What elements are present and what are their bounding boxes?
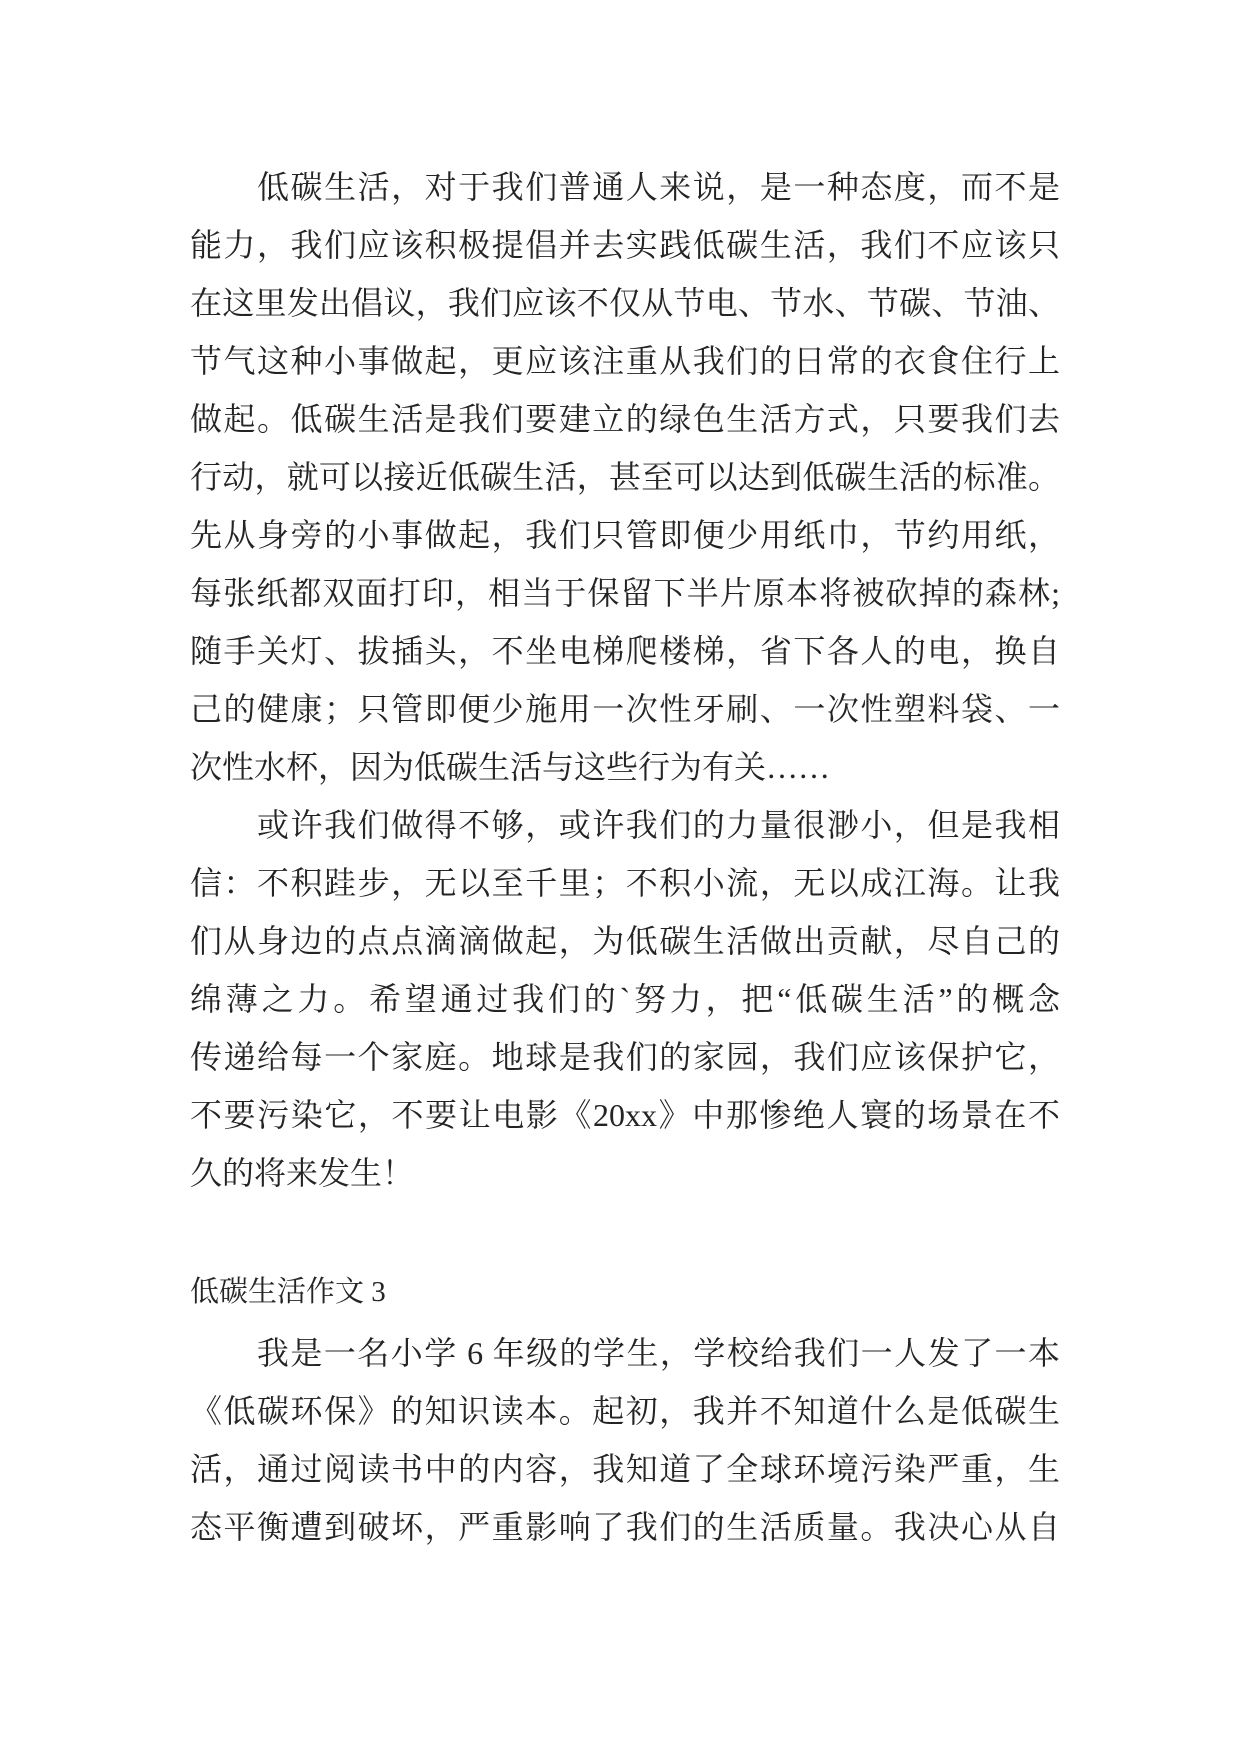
- text-line: 绵薄之力。希望通过我们的`努力，把“低碳生活”的概念: [190, 981, 1060, 1017]
- text-line: 活，通过阅读书中的内容，我知道了全球环境污染严重，生: [190, 1451, 1060, 1487]
- text-line: 己的健康；只管即便少施用一次性牙刷、一次性塑料袋、一: [190, 691, 1060, 727]
- text-line: 们从身边的点点滴滴做起，为低碳生活做出贡献，尽自己的: [190, 923, 1060, 959]
- paragraph-essay3-part1: [190, 1324, 1060, 1556]
- text-line: 久的将来发生！: [190, 1155, 415, 1191]
- text-line: 低碳生活，对于我们普通人来说，是一种态度，而不是: [190, 169, 1060, 205]
- text-line: 做起。低碳生活是我们要建立的绿色生活方式，只要我们去: [190, 401, 1060, 437]
- document-content: [190, 158, 1060, 1556]
- paragraph-essay2-part1: [190, 158, 1060, 796]
- text-line: 行动，就可以接近低碳生活，甚至可以达到低碳生活的标准。: [190, 459, 1060, 495]
- text-line: 节气这种小事做起，更应该注重从我们的日常的衣食住行上: [190, 343, 1060, 379]
- text-line: 不要污染它，不要让电影《20xx》中那惨绝人寰的场景在不: [190, 1097, 1060, 1133]
- section-heading: 低碳生活作文 3: [190, 1276, 386, 1308]
- text-line: 我是一名小学 6 年级的学生，学校给我们一人发了一本: [190, 1335, 1060, 1371]
- text-line: 或许我们做得不够，或许我们的力量很渺小，但是我相: [190, 807, 1060, 843]
- text-line: 能力，我们应该积极提倡并去实践低碳生活，我们不应该只: [190, 227, 1060, 263]
- text-line: 每张纸都双面打印，相当于保留下半片原本将被砍掉的森林;: [190, 575, 1060, 611]
- text-line: 先从身旁的小事做起，我们只管即便少用纸巾，节约用纸，: [190, 517, 1060, 553]
- text-line: 信：不积跬步，无以至千里；不积小流，无以成江海。让我: [190, 865, 1060, 901]
- text-line: 态平衡遭到破坏，严重影响了我们的生活质量。我决心从自: [190, 1509, 1060, 1545]
- text-line: 次性水杯，因为低碳生活与这些行为有关……: [190, 749, 831, 785]
- text-line: 随手关灯、拔插头，不坐电梯爬楼梯，省下各人的电，换自: [190, 633, 1060, 669]
- paragraph-essay2-part2: [190, 796, 1060, 1202]
- text-line: 传递给每一个家庭。地球是我们的家园，我们应该保护它，: [190, 1039, 1060, 1075]
- text-line: 在这里发出倡议，我们应该不仅从节电、节水、节碳、节油、: [190, 285, 1060, 321]
- text-line: 《低碳环保》的知识读本。起初，我并不知道什么是低碳生: [190, 1393, 1060, 1429]
